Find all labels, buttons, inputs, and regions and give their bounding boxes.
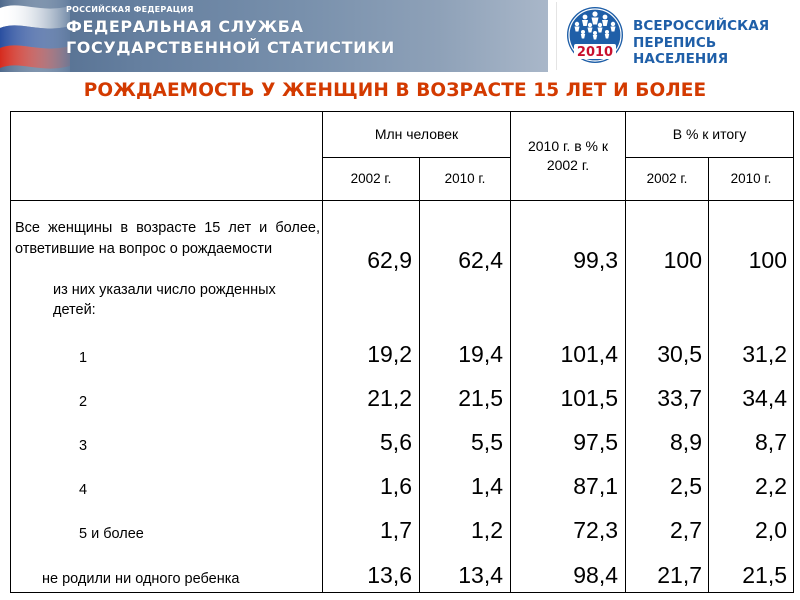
census-year-label: 2010 bbox=[576, 45, 614, 60]
header-mln-people: Млн человек bbox=[323, 112, 511, 158]
cell-ratio: 72,3 bbox=[511, 503, 626, 547]
cell-mln-2010: 62,4 bbox=[420, 200, 511, 276]
cell-mln-2002: 19,2 bbox=[323, 328, 420, 372]
header-mln-2002: 2002 г. bbox=[323, 157, 420, 200]
header-ratio: 2010 г. в % к 2002 г. bbox=[511, 112, 626, 201]
cell-mln-2010 bbox=[420, 277, 511, 328]
cell-mln-2010: 5,5 bbox=[420, 415, 511, 459]
cell-share-2010: 21,5 bbox=[709, 547, 794, 593]
cell-share-2010: 2,0 bbox=[709, 503, 794, 547]
cell-share-2010: 34,4 bbox=[709, 371, 794, 415]
census-logo-panel bbox=[556, 2, 800, 70]
cell-mln-2010: 13,4 bbox=[420, 547, 511, 593]
rosstat-name-line1: ФЕДЕРАЛЬНАЯ СЛУЖБА bbox=[66, 17, 304, 36]
cell-ratio: 97,5 bbox=[511, 415, 626, 459]
row-label: 5 и более bbox=[11, 503, 323, 547]
row-label: не родили ни одного ребенка bbox=[11, 547, 323, 593]
row-label: 1 bbox=[11, 328, 323, 372]
cell-share-2002: 30,5 bbox=[626, 328, 709, 372]
row-label: 2 bbox=[11, 371, 323, 415]
cell-share-2010: 31,2 bbox=[709, 328, 794, 372]
cell-ratio: 101,5 bbox=[511, 371, 626, 415]
cell-share-2010: 8,7 bbox=[709, 415, 794, 459]
header-mln-2010: 2010 г. bbox=[420, 157, 511, 200]
header-share-2010: 2010 г. bbox=[709, 157, 794, 200]
cell-share-2010 bbox=[709, 277, 794, 328]
row-label: Все женщины в возрасте 15 лет и более, ответившие на вопрос о рождаемости bbox=[11, 200, 323, 276]
table-header-row bbox=[11, 112, 794, 158]
cell-share-2002: 100 bbox=[626, 200, 709, 276]
row-label: 3 bbox=[11, 415, 323, 459]
table-row bbox=[11, 371, 794, 415]
cell-ratio: 87,1 bbox=[511, 459, 626, 503]
cell-ratio: 98,4 bbox=[511, 547, 626, 593]
rosstat-panel bbox=[0, 0, 548, 72]
header-share-of-total: В % к итогу bbox=[626, 112, 794, 158]
cell-share-2002: 33,7 bbox=[626, 371, 709, 415]
census-title-line1: ВСЕРОССИЙСКАЯ bbox=[633, 18, 770, 34]
table-row bbox=[11, 459, 794, 503]
cell-share-2010: 100 bbox=[709, 200, 794, 276]
cell-ratio bbox=[511, 277, 626, 328]
table-row bbox=[11, 415, 794, 459]
cell-mln-2002: 21,2 bbox=[323, 371, 420, 415]
cell-share-2002 bbox=[626, 277, 709, 328]
cell-ratio: 101,4 bbox=[511, 328, 626, 372]
cell-mln-2002: 5,6 bbox=[323, 415, 420, 459]
cell-mln-2010: 1,2 bbox=[420, 503, 511, 547]
cell-share-2002: 2,5 bbox=[626, 459, 709, 503]
cell-share-2010: 2,2 bbox=[709, 459, 794, 503]
cell-mln-2002: 1,7 bbox=[323, 503, 420, 547]
page-title: РОЖДАЕМОСТЬ У ЖЕНЩИН В ВОЗРАСТЕ 15 ЛЕТ И БОЛЕЕ bbox=[83, 80, 707, 101]
cell-ratio: 99,3 bbox=[511, 200, 626, 276]
rosstat-name-line2: ГОСУДАРСТВЕННОЙ СТАТИСТИКИ bbox=[66, 38, 395, 57]
row-label: из них указали число рожденных детей: bbox=[11, 277, 323, 328]
cell-mln-2010: 19,4 bbox=[420, 328, 511, 372]
cell-share-2002: 8,9 bbox=[626, 415, 709, 459]
table-row bbox=[11, 547, 794, 593]
russian-flag-icon bbox=[0, 0, 70, 72]
cell-mln-2002 bbox=[323, 277, 420, 328]
census-people-icon bbox=[565, 6, 625, 68]
cell-mln-2002: 62,9 bbox=[323, 200, 420, 276]
table-row bbox=[11, 277, 794, 328]
header-banner bbox=[0, 0, 800, 72]
cell-share-2002: 21,7 bbox=[626, 547, 709, 593]
cell-mln-2002: 13,6 bbox=[323, 547, 420, 593]
row-label: 4 bbox=[11, 459, 323, 503]
header-empty-cell bbox=[11, 112, 323, 201]
header-share-2002: 2002 г. bbox=[626, 157, 709, 200]
census-title-line2: ПЕРЕПИСЬ НАСЕЛЕНИЯ bbox=[633, 35, 729, 67]
table-row bbox=[11, 328, 794, 372]
cell-mln-2002: 1,6 bbox=[323, 459, 420, 503]
rosstat-country-label: РОССИЙСКАЯ ФЕДЕРАЦИЯ bbox=[66, 5, 194, 14]
table-row bbox=[11, 200, 794, 276]
cell-mln-2010: 21,5 bbox=[420, 371, 511, 415]
cell-mln-2010: 1,4 bbox=[420, 459, 511, 503]
fertility-table bbox=[10, 111, 794, 593]
cell-share-2002: 2,7 bbox=[626, 503, 709, 547]
table-row bbox=[11, 503, 794, 547]
